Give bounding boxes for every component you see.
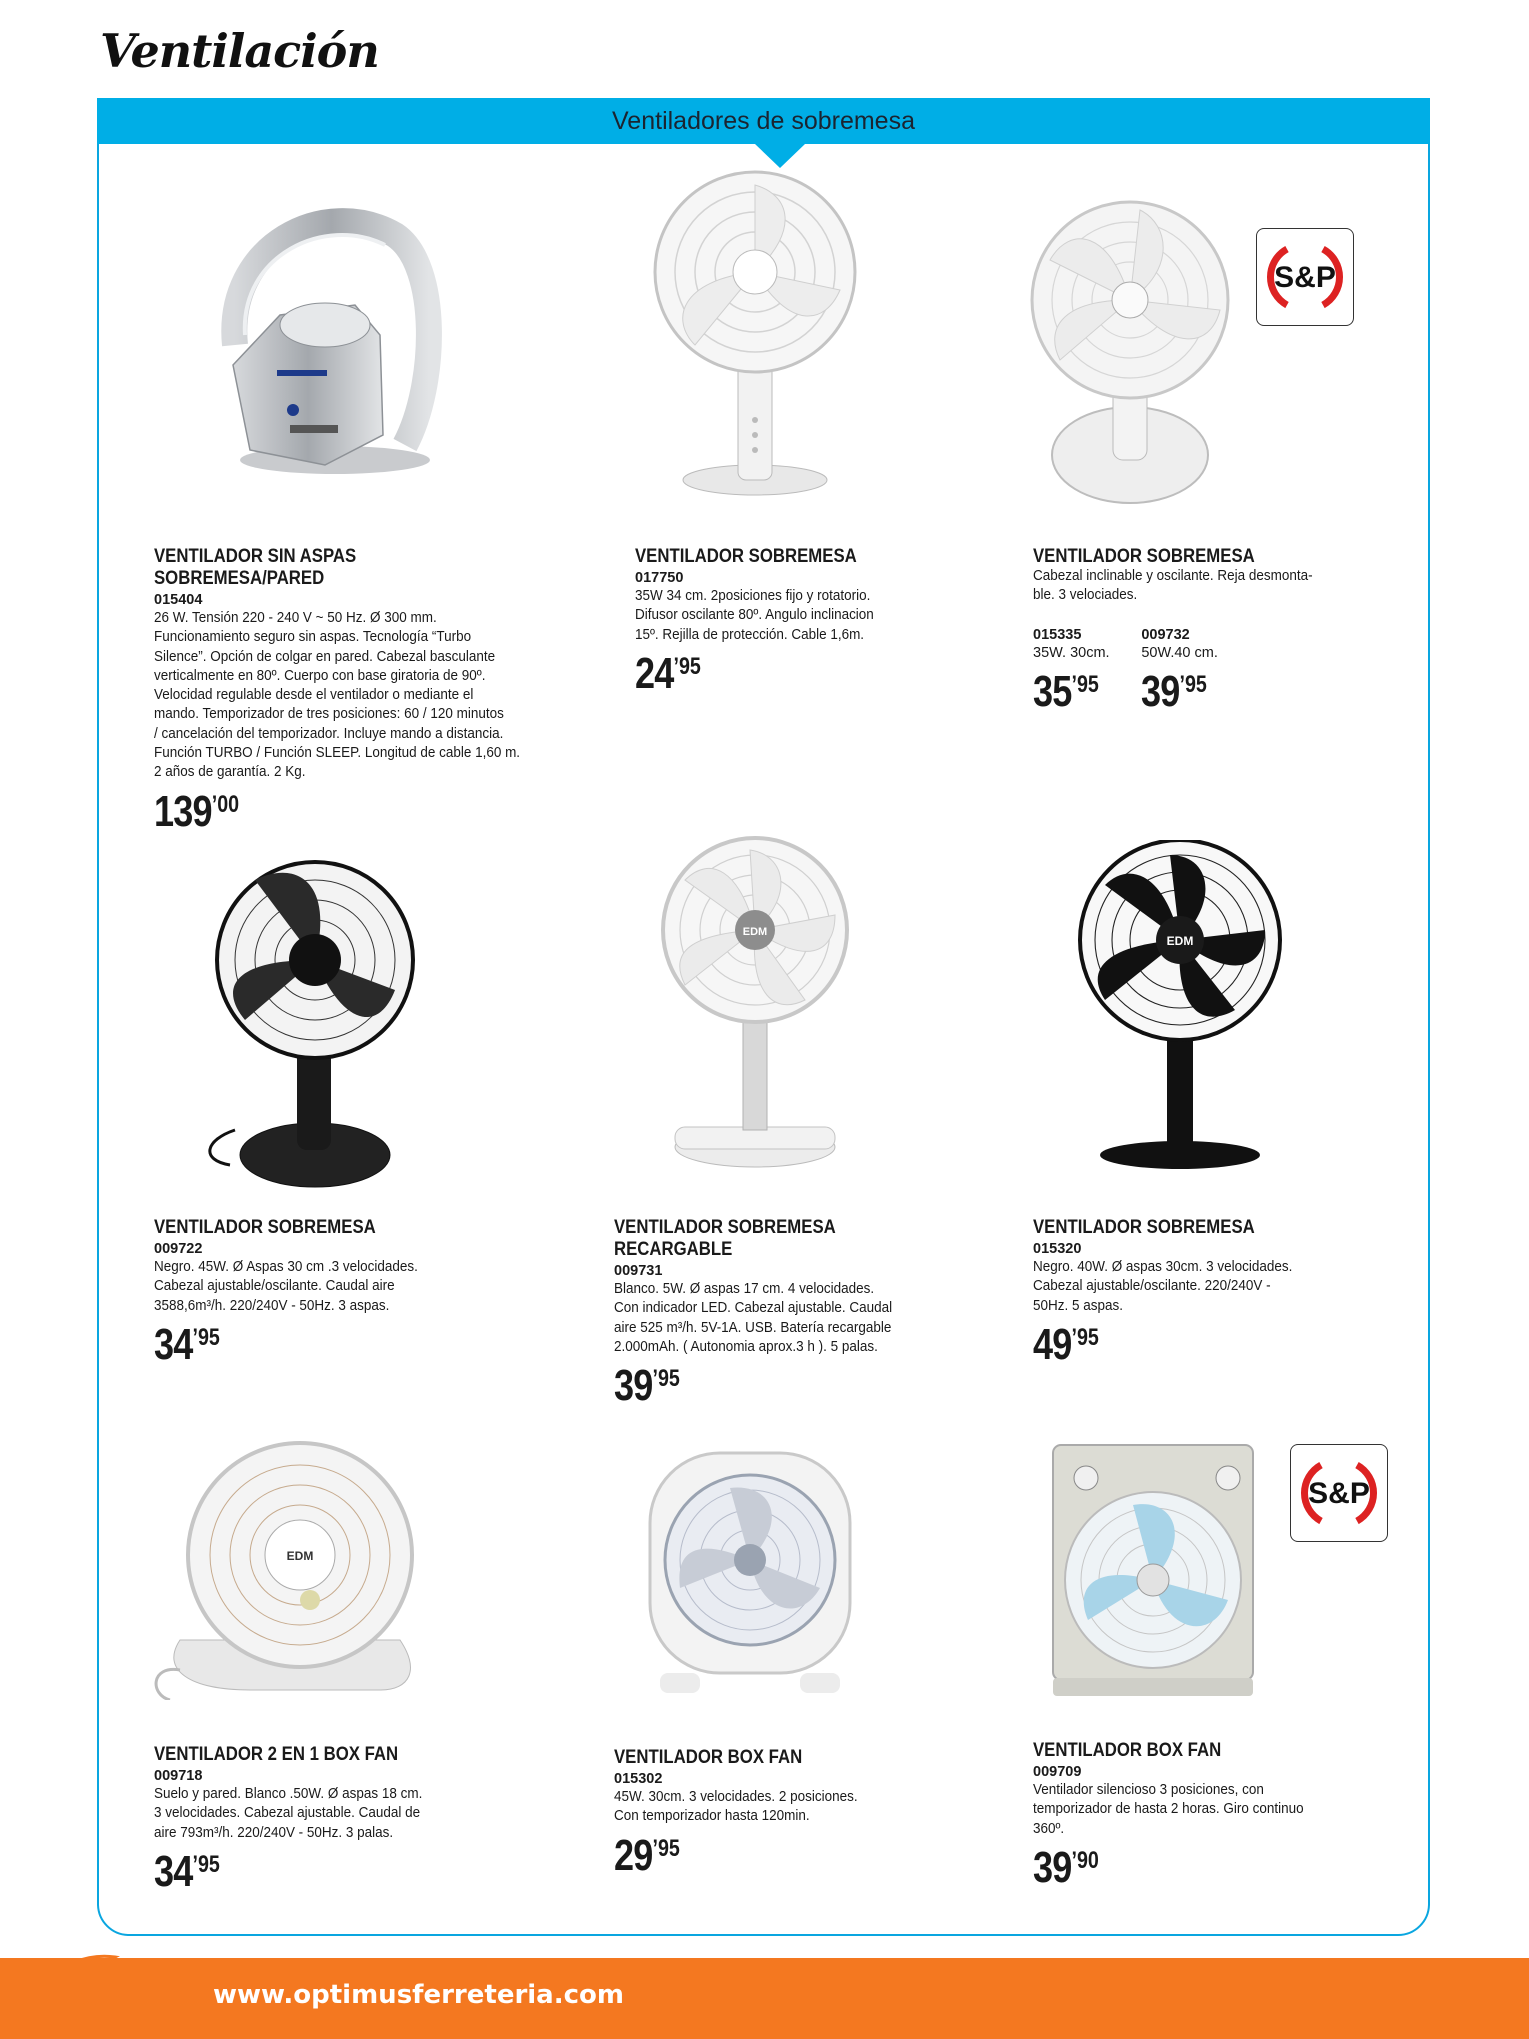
svg-text:EDM: EDM — [286, 1549, 314, 1563]
banner-arrow-icon — [755, 144, 805, 168]
product-description: Cabezal inclinable y oscilante. Reja desmonta- ble. 3 velociades. — [1033, 568, 1313, 604]
black-desk-fan-image — [195, 860, 425, 1190]
product-card-009709 — [1033, 1739, 1453, 1900]
page-number: 10 — [60, 1980, 100, 2013]
product-description: 45W. 30cm. 3 velocidades. 2 posiciones. Con temporizador hasta 120min. — [614, 1789, 858, 1825]
product-card-017750 — [635, 545, 1055, 706]
product-description: Blanco. 5W. Ø aspas 17 cm. 4 velocidades. Con indicador LED. Cabezal ajustable. Caudal aire 525 m³/h. 5V-1A. USB. Batería recargable 2.000mAh. ( Autonomia aprox.3 h ). 5 palas. — [614, 1281, 893, 1355]
rechargeable-fan-image — [655, 835, 855, 1175]
white-desk-fan-image — [640, 170, 870, 500]
variant-spec: 50W.40 cm. — [1141, 644, 1218, 661]
variant-code: 009732 — [1141, 626, 1190, 643]
product-name: VENTILADOR SOBREMESA RECARGABLE — [614, 1216, 836, 1260]
sp-brand-badge — [1290, 1444, 1388, 1542]
product-code: 009718 — [154, 1768, 203, 1784]
variant-015335 — [1033, 626, 1113, 724]
product-name: VENTILADOR BOX FAN — [1033, 1739, 1222, 1761]
variant-code: 015335 — [1033, 626, 1082, 643]
product-code: 015320 — [1033, 1241, 1082, 1257]
product-name: VENTILADOR BOX FAN — [614, 1746, 803, 1768]
product-code: 015404 — [154, 592, 203, 608]
variant-009732 — [1141, 626, 1221, 724]
product-name: VENTILADOR SOBREMESA — [154, 1216, 376, 1238]
product-code: 009709 — [1033, 1764, 1082, 1780]
svg-text:EDM: EDM — [1166, 934, 1194, 948]
square-box-fan-image — [1048, 1440, 1258, 1702]
product-variants — [1033, 626, 1453, 724]
product-description: 26 W. Tensión 220 - 240 V ~ 50 Hz. Ø 300 mm. Funcionamiento seguro sin aspas. Tecnología “Turbo Silence”. Opción de colgar en pared. Cabezal basculante verticalmente en 80º. Cuerpo con base giratoria de 90º. Velocidad regulable desde el ventilador o mediante el mando. Temporizador de tres posiciones: 60 / 120 minutos / cancelación del temporizador. Incluye mando a distancia. Función TURBO / Función SLEEP. Longitud de cable 1,60 m. 2 años de garantía. 2 Kg. — [154, 610, 521, 781]
page-title: Ventilación — [100, 24, 379, 78]
svg-text:S&P: S&P — [1274, 261, 1336, 294]
svg-text:S&P: S&P — [1308, 1477, 1370, 1510]
section-banner — [97, 98, 1430, 144]
product-description: Negro. 40W. Ø aspas 30cm. 3 velocidades. Cabezal ajustable/oscilante. 220/240V - 50Hz. 5 aspas. — [1033, 1259, 1293, 1314]
bladeless-fan-image — [205, 185, 445, 485]
product-price: 139’00 — [154, 786, 240, 836]
footer-url-link[interactable]: www.optimusferreteria.com — [213, 1980, 624, 2010]
product-card-015404 — [154, 545, 574, 844]
round-box-fan-image — [640, 1448, 860, 1698]
product-description: Suelo y pared. Blanco .50W. Ø aspas 18 cm. 3 velocidades. Cabezal ajustable. Caudal de aire 793m³/h. 220/240V - 50Hz. 3 palas. — [154, 1786, 423, 1841]
sp-logo-icon — [1291, 1445, 1387, 1541]
product-description: Ventilador silencioso 3 posiciones, con temporizador de hasta 2 horas. Giro continuo 360º. — [1033, 1782, 1304, 1837]
product-price: 39’90 — [1033, 1842, 1099, 1892]
product-price: 34’95 — [154, 1846, 220, 1896]
product-description: 35W 34 cm. 2posiciones fijo y rotatorio. Difusor oscilante 80º. Angulo inclinacion 15º. Rejilla de protección. Cable 1,6m. — [635, 588, 874, 643]
product-name: VENTILADOR SIN ASPAS SOBREMESA/PARED — [154, 545, 357, 589]
product-name: VENTILADOR SOBREMESA — [635, 545, 857, 567]
product-price: 49’95 — [1033, 1319, 1099, 1369]
product-price: 29’95 — [614, 1830, 680, 1880]
product-code: 015302 — [614, 1771, 663, 1787]
product-card-009718 — [154, 1743, 574, 1904]
product-card-015302 — [614, 1746, 1034, 1888]
product-description: Negro. 45W. Ø Aspas 30 cm .3 velocidades. Cabezal ajustable/oscilante. Caudal aire 3588,6m³/h. 220/240V - 50Hz. 3 aspas. — [154, 1259, 418, 1314]
floor-wall-fan-image — [150, 1440, 430, 1700]
product-card-009722 — [154, 1216, 574, 1377]
svg-text:EDM: EDM — [742, 926, 768, 938]
footer-bar — [0, 1958, 1529, 2039]
product-card-009731 — [614, 1216, 1034, 1418]
product-code: 017750 — [635, 570, 684, 586]
product-card-sp-sobremesa — [1033, 545, 1453, 724]
product-price: 39’95 — [614, 1361, 680, 1411]
variant-price: 39’95 — [1141, 666, 1208, 716]
product-code: 009722 — [154, 1241, 203, 1257]
product-price: 34’95 — [154, 1319, 220, 1369]
variant-spec: 35W. 30cm. — [1033, 644, 1110, 661]
sp-desk-fan-image — [1030, 200, 1230, 510]
product-card-015320 — [1033, 1216, 1453, 1377]
product-name: VENTILADOR SOBREMESA — [1033, 1216, 1255, 1238]
sp-brand-badge — [1256, 228, 1354, 326]
variant-price: 35’95 — [1033, 666, 1099, 716]
product-name: VENTILADOR SOBREMESA — [1033, 545, 1255, 567]
product-code: 009731 — [614, 1263, 663, 1279]
product-name: VENTILADOR 2 EN 1 BOX FAN — [154, 1743, 399, 1765]
black-5-blade-fan-image — [1070, 840, 1290, 1175]
sp-logo-icon — [1257, 229, 1353, 325]
section-title: Ventiladores de sobremesa — [612, 107, 915, 135]
product-price: 24’95 — [635, 648, 701, 698]
